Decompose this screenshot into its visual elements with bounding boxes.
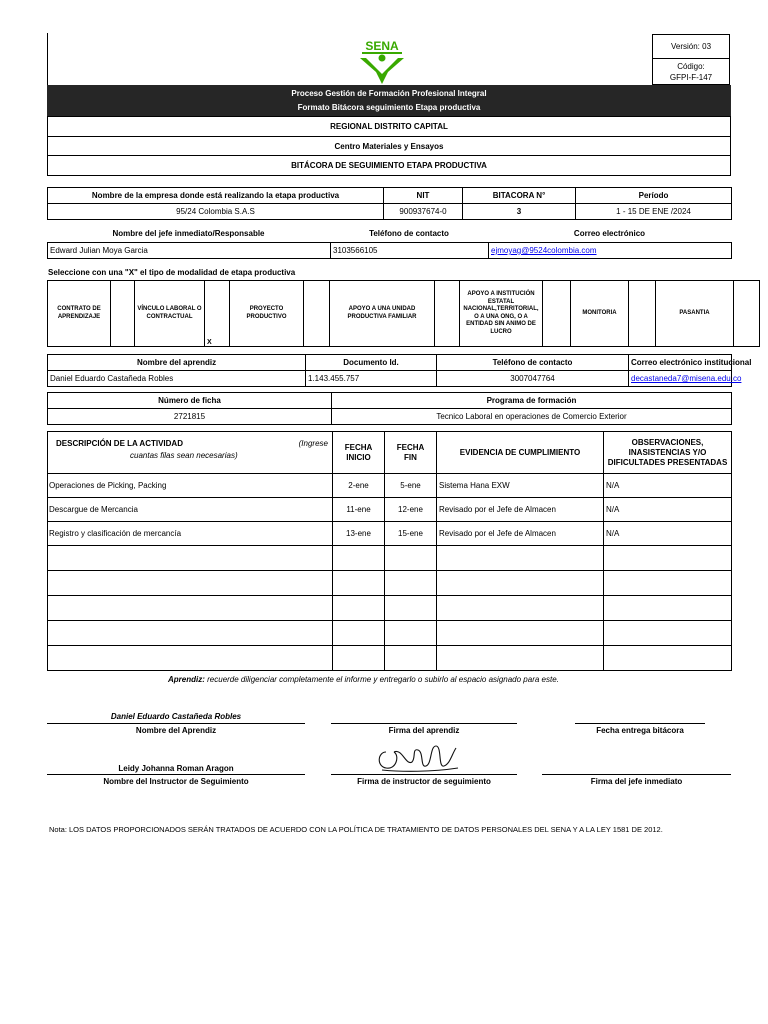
apprentice-email-label: Correo electrónico institucional bbox=[629, 355, 732, 371]
boss-email-link[interactable]: ejmoyag@9524colombia.com bbox=[491, 246, 597, 255]
activity-desc bbox=[48, 571, 333, 596]
obs-header bbox=[604, 432, 732, 474]
modality-pasantia: PASANTIA bbox=[656, 281, 734, 347]
centro-label: Centro Materiales y Ensayos bbox=[48, 137, 731, 156]
desc-label: DESCRIPCIÓN DE LA ACTIVIDAD bbox=[56, 438, 183, 448]
desc-note-1: (Ingrese bbox=[298, 438, 328, 448]
table-row bbox=[48, 646, 732, 671]
activity-desc bbox=[48, 546, 333, 571]
activity-end bbox=[385, 596, 437, 621]
regional-label: REGIONAL DISTRITO CAPITAL bbox=[48, 117, 731, 137]
activity-desc: Registro y clasificación de mercancía bbox=[48, 522, 333, 546]
instructor-sign-label: Firma de instructor de seguimiento bbox=[357, 777, 491, 786]
modality-monitoria-check[interactable] bbox=[629, 281, 656, 347]
boss-sign-line bbox=[542, 774, 731, 775]
table-row bbox=[48, 498, 732, 522]
instructor-signature bbox=[372, 738, 464, 774]
end-label-1: FECHA bbox=[396, 442, 425, 452]
modality-instruction: Seleccione con una "X" el tipo de modalidad de etapa productiva bbox=[48, 268, 296, 277]
signature-scribble-icon bbox=[372, 738, 464, 774]
boss-sign-label: Firma del jefe inmediato bbox=[590, 777, 683, 786]
bitacora-number-label: BITACORA N° bbox=[463, 188, 576, 204]
version-label: Versión: 03 bbox=[653, 35, 729, 59]
boss-phone-value: 3103566105 bbox=[331, 243, 489, 259]
obs-label-1: OBSERVACIONES, bbox=[631, 437, 704, 447]
bitacora-number-value: 3 bbox=[463, 204, 576, 220]
apprentice-name-value: Daniel Eduardo Castañeda Robles bbox=[48, 371, 306, 387]
sena-logo bbox=[354, 38, 410, 86]
activity-desc: Operaciones de Picking, Packing bbox=[48, 474, 333, 498]
period-label: Período bbox=[576, 188, 732, 204]
process-title: Proceso Gestión de Formación Profesional Integral bbox=[291, 89, 487, 98]
activity-evidence: Sistema Hana EXW bbox=[437, 474, 604, 498]
activity-obs bbox=[604, 546, 732, 571]
obs-label-3: DIFICULTADES PRESENTADAS bbox=[607, 457, 728, 467]
nit-label: NIT bbox=[384, 188, 463, 204]
modality-proyecto-check[interactable] bbox=[304, 281, 330, 347]
ficha-label: Número de ficha bbox=[48, 393, 332, 409]
boss-name-value: Edward Julian Moya Garcia bbox=[48, 243, 331, 259]
apprentice-name-label: Nombre del aprendiz bbox=[48, 355, 306, 371]
activity-start bbox=[333, 596, 385, 621]
format-title: Formato Bitácora seguimiento Etapa productiva bbox=[297, 103, 481, 112]
activity-start: 2-ene bbox=[333, 474, 385, 498]
activity-end bbox=[385, 546, 437, 571]
activity-start bbox=[333, 546, 385, 571]
start-label-2: INICIO bbox=[346, 452, 371, 462]
modality-unidad-familiar-check[interactable] bbox=[435, 281, 460, 347]
code-value: GFPI-F-147 bbox=[669, 73, 713, 82]
apprentice-table bbox=[47, 354, 752, 387]
apprentice-sign-line bbox=[331, 723, 517, 724]
privacy-note: Nota: LOS DATOS PROPORCIONADOS SERÁN TRATADOS DE ACUERDO CON LA POLÍTICA DE TRATAMIENTO DE DATOS PERSONALES DEL SENA Y A LA LEY 1581 DE 2012. bbox=[49, 825, 663, 834]
apprentice-name-label: Nombre del Aprendiz bbox=[135, 726, 217, 735]
activity-obs: N/A bbox=[604, 498, 732, 522]
boss-phone-label: Teléfono de contacto bbox=[369, 229, 449, 238]
modality-proyecto: PROYECTO PRODUCTIVO bbox=[230, 281, 304, 347]
activity-end bbox=[385, 646, 437, 671]
reminder-label: Aprendiz: bbox=[168, 675, 205, 684]
boss-name-label: Nombre del jefe inmediato/Responsable bbox=[112, 229, 265, 238]
ficha-value: 2721815 bbox=[48, 409, 332, 425]
period-value: 1 - 15 DE ENE /2024 bbox=[576, 204, 732, 220]
activity-desc bbox=[48, 646, 333, 671]
obs-label-2: INASISTENCIAS Y/O bbox=[628, 447, 707, 457]
activity-start bbox=[333, 621, 385, 646]
table-row bbox=[48, 621, 732, 646]
start-label-1: FECHA bbox=[344, 442, 373, 452]
desc-note-2: cuantas filas sean necesarias) bbox=[130, 450, 238, 460]
activity-end: 5-ene bbox=[385, 474, 437, 498]
activity-start: 11-ene bbox=[333, 498, 385, 522]
activity-end: 12-ene bbox=[385, 498, 437, 522]
activity-evidence bbox=[437, 596, 604, 621]
activity-start bbox=[333, 646, 385, 671]
activity-start: 13-ene bbox=[333, 522, 385, 546]
modality-pasantia-check[interactable] bbox=[734, 281, 760, 347]
version-box bbox=[652, 34, 730, 85]
activity-end bbox=[385, 571, 437, 596]
modality-vinculo-check[interactable]: X bbox=[205, 281, 230, 347]
activity-desc bbox=[48, 596, 333, 621]
delivery-date-line bbox=[575, 723, 705, 724]
instructor-sign-line bbox=[331, 774, 517, 775]
table-row bbox=[48, 522, 732, 546]
modality-monitoria: MONITORIA bbox=[571, 281, 629, 347]
instructor-name: Leidy Johanna Roman Aragon bbox=[118, 764, 234, 773]
activity-evidence bbox=[437, 571, 604, 596]
boss-table bbox=[47, 242, 732, 259]
end-header bbox=[385, 432, 437, 474]
activity-obs: N/A bbox=[604, 522, 732, 546]
apprentice-sign-label: Firma del aprendiz bbox=[388, 726, 460, 735]
activity-end: 15-ene bbox=[385, 522, 437, 546]
modality-contrato: CONTRATO DE APRENDIZAJE bbox=[48, 281, 111, 347]
modality-vinculo: VÍNCULO LABORAL O CONTRACTUAL bbox=[135, 281, 205, 347]
program-label: Programa de formación bbox=[332, 393, 732, 409]
table-row bbox=[48, 596, 732, 621]
boss-email-label: Correo electrónico bbox=[573, 229, 646, 238]
nit-value: 900937674-0 bbox=[384, 204, 463, 220]
modality-unidad-familiar: APOYO A UNA UNIDAD PRODUCTIVA FAMILIAR bbox=[330, 281, 435, 347]
program-value: Tecnico Laboral en operaciones de Comercio Exterior bbox=[332, 409, 732, 425]
activity-end bbox=[385, 621, 437, 646]
instructor-name-label: Nombre del Instructor de Seguimiento bbox=[103, 777, 249, 786]
activity-evidence bbox=[437, 621, 604, 646]
activities-table bbox=[47, 431, 732, 671]
activity-evidence bbox=[437, 646, 604, 671]
apprentice-email-link[interactable]: decastaneda7@misena.edu.co bbox=[631, 374, 742, 383]
logo-text: SENA bbox=[365, 39, 399, 53]
table-row bbox=[48, 474, 732, 498]
activity-obs bbox=[604, 596, 732, 621]
evidence-header: EVIDENCIA DE CUMPLIMIENTO bbox=[437, 432, 604, 474]
modality-institucion: APOYO A INSTITUCIÓN ESTATAL NACIONAL,TERRITORIAL, O A UNA ONG, O A ENTIDAD SIN ANIMO DE LUCRO bbox=[460, 281, 543, 347]
instructor-name-line bbox=[47, 774, 305, 775]
program-table bbox=[47, 392, 732, 425]
apprentice-phone-label: Teléfono de contacto bbox=[437, 355, 629, 371]
apprentice-phone-value: 3007047764 bbox=[437, 371, 629, 387]
apprentice-name-line bbox=[47, 723, 305, 724]
activity-desc: Descargue de Mercancia bbox=[48, 498, 333, 522]
desc-header bbox=[48, 432, 333, 474]
company-table bbox=[47, 187, 732, 220]
company-name-label: Nombre de la empresa donde está realizando la etapa productiva bbox=[48, 188, 384, 204]
title-bar bbox=[47, 85, 731, 116]
company-name-value: 95/24 Colombia S.A.S bbox=[48, 204, 384, 220]
start-header bbox=[333, 432, 385, 474]
activity-obs bbox=[604, 621, 732, 646]
table-row bbox=[48, 546, 732, 571]
activity-evidence: Revisado por el Jefe de Almacen bbox=[437, 522, 604, 546]
reminder-text: recuerde diligenciar completamente el informe y entregarlo o subirlo al espacio asignado para este. bbox=[207, 675, 559, 684]
header-info-table bbox=[47, 116, 731, 176]
activity-evidence: Revisado por el Jefe de Almacen bbox=[437, 498, 604, 522]
activity-evidence bbox=[437, 546, 604, 571]
apprentice-doc-value: 1.143.455.757 bbox=[306, 371, 437, 387]
apprentice-sign-name: Daniel Eduardo Castañeda Robles bbox=[110, 712, 242, 721]
activity-desc bbox=[48, 621, 333, 646]
modality-table bbox=[47, 280, 760, 347]
table-row bbox=[48, 571, 732, 596]
activity-obs bbox=[604, 646, 732, 671]
sena-logo-icon bbox=[354, 38, 410, 86]
activity-start bbox=[333, 571, 385, 596]
end-label-2: FIN bbox=[404, 452, 417, 462]
apprentice-doc-label: Documento Id. bbox=[306, 355, 437, 371]
modality-institucion-check[interactable] bbox=[543, 281, 571, 347]
delivery-date-label: Fecha entrega bitácora bbox=[596, 726, 684, 735]
activity-obs bbox=[604, 571, 732, 596]
modality-contrato-check[interactable] bbox=[111, 281, 135, 347]
bitacora-title: BITÁCORA DE SEGUIMIENTO ETAPA PRODUCTIVA bbox=[48, 156, 731, 176]
code-label: Código: bbox=[677, 62, 705, 71]
reminder bbox=[168, 675, 559, 684]
activity-obs: N/A bbox=[604, 474, 732, 498]
